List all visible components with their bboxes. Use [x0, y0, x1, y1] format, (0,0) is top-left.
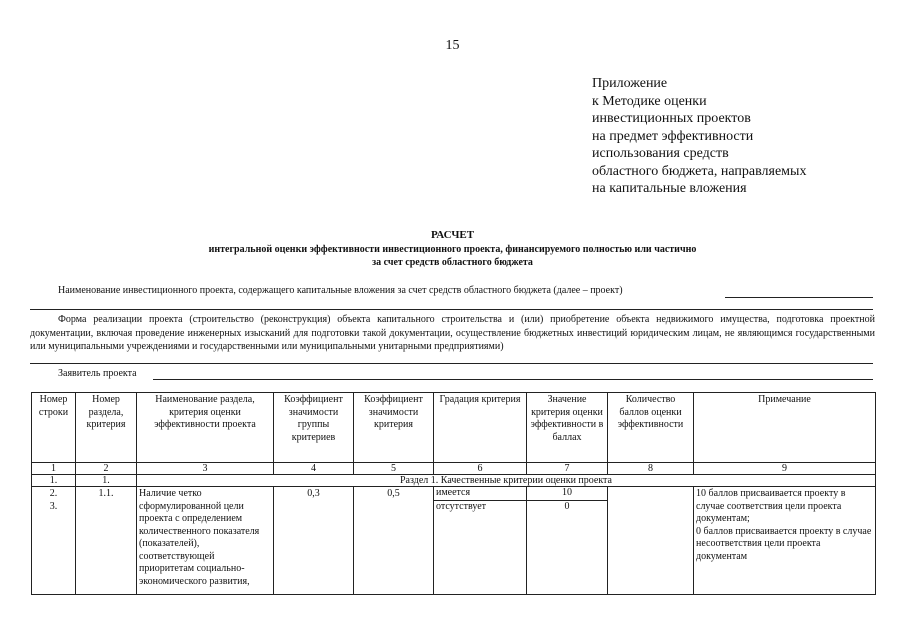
group-coefficient: 0,3: [274, 487, 354, 595]
subtitle-line-2: за счет средств областного бюджета: [372, 257, 533, 268]
criterion-row-numbers: [32, 487, 76, 595]
gradation-cell: [434, 487, 527, 595]
criterion-name: Наличие четко сформулированной цели проекта с определением количественного показателя (показателей), соответствующей приоритетам социально-экономического развития,: [137, 487, 274, 595]
project-name-label: Наименование инвестиционного проекта, содержащего капитальные вложения за счет средств областного бюджета (далее – проект): [58, 285, 623, 296]
section-row-number: 1.: [32, 475, 76, 487]
criterion-row: [32, 487, 876, 595]
column-number-row: [32, 463, 876, 475]
calculation-title: РАСЧЕТ: [430, 229, 475, 241]
column-number: 9: [694, 463, 876, 475]
appendix-line: на капитальные вложения: [592, 181, 747, 196]
appendix-block: [592, 75, 806, 198]
header-gradation: Градация критерия: [434, 393, 527, 463]
column-number: 3: [137, 463, 274, 475]
criterion-number: 1.1.: [76, 487, 137, 595]
subtitle-line-1: интегральной оценки эффективности инвестиционного проекта, финансируемого полностью или частично: [208, 244, 697, 255]
header-row-number: Номер строки: [32, 393, 76, 463]
column-number: 6: [434, 463, 527, 475]
header-criterion-name: Наименование раздела, критерия оценки эффективности проекта: [137, 393, 274, 463]
applicant-fill-line: [153, 379, 873, 380]
column-number: 4: [274, 463, 354, 475]
criterion-coefficient: 0,5: [354, 487, 434, 595]
applicant-label: Заявитель проекта: [58, 368, 137, 379]
page-number: 15: [445, 38, 460, 53]
header-criterion-number: Номер раздела, критерия: [76, 393, 137, 463]
table-header-row: [32, 393, 876, 463]
column-number: 1: [32, 463, 76, 475]
points-cell: [608, 487, 694, 595]
gradation-present: имеется: [434, 487, 526, 501]
section-row: [32, 475, 876, 487]
column-number: 5: [354, 463, 434, 475]
header-score-value: Значение критерия оценки эффективности в баллах: [527, 393, 608, 463]
column-number: 7: [527, 463, 608, 475]
appendix-line: инвестиционных проектов: [592, 111, 751, 126]
appendix-line: к Методике оценки: [592, 93, 707, 109]
header-points: Количество баллов оценки эффективности: [608, 393, 694, 463]
project-name-fill-line: [725, 297, 873, 298]
column-number: 2: [76, 463, 137, 475]
section-number: 1.: [76, 475, 137, 487]
project-form-description: Форма реализации проекта (строительство (реконструкция) объекта капитального строительства и (или) приобретение объекта недвижимого имущества, подготовка проектной документации, включая проведение инженерных изысканий для подготовки такой документации, осуществление бюджетных инвестиций юридическим лицам, не являющимся государственными или муниципальными учреждениями и государственными или муниципальными унитарными предприятиями): [30, 314, 875, 352]
appendix-line: Приложение: [592, 76, 668, 91]
project-name-fill-line-2: [30, 309, 873, 310]
score-value-present: 10: [527, 487, 607, 501]
section-title: Раздел 1. Качественные критерии оценки проекта: [137, 475, 876, 487]
score-value-absent: 0: [564, 500, 570, 512]
header-group-coefficient: Коэффициент значимости группы критериев: [274, 393, 354, 463]
project-form-fill-line: [30, 363, 873, 364]
header-criterion-coefficient: Коэффициент значимости критерия: [354, 393, 434, 463]
score-value-cell: [527, 487, 608, 595]
appendix-line: использования средств: [592, 146, 729, 161]
gradation-absent: отсутствует: [436, 500, 487, 512]
calculation-subtitle: [150, 243, 755, 269]
row-number-a: 2.: [49, 488, 58, 499]
row-number-b: 3.: [49, 500, 58, 512]
note-cell: 10 баллов присваивается проекту в случае соответствия цели проекта документам; 0 баллов присваивается проекту в случае несоответствия цели проекта документам: [694, 487, 876, 595]
appendix-line: на предмет эффективности: [592, 128, 754, 144]
criteria-table: [31, 392, 876, 595]
column-number: 8: [608, 463, 694, 475]
header-note: Примечание: [694, 393, 876, 463]
appendix-line: областного бюджета, направляемых: [592, 163, 807, 179]
